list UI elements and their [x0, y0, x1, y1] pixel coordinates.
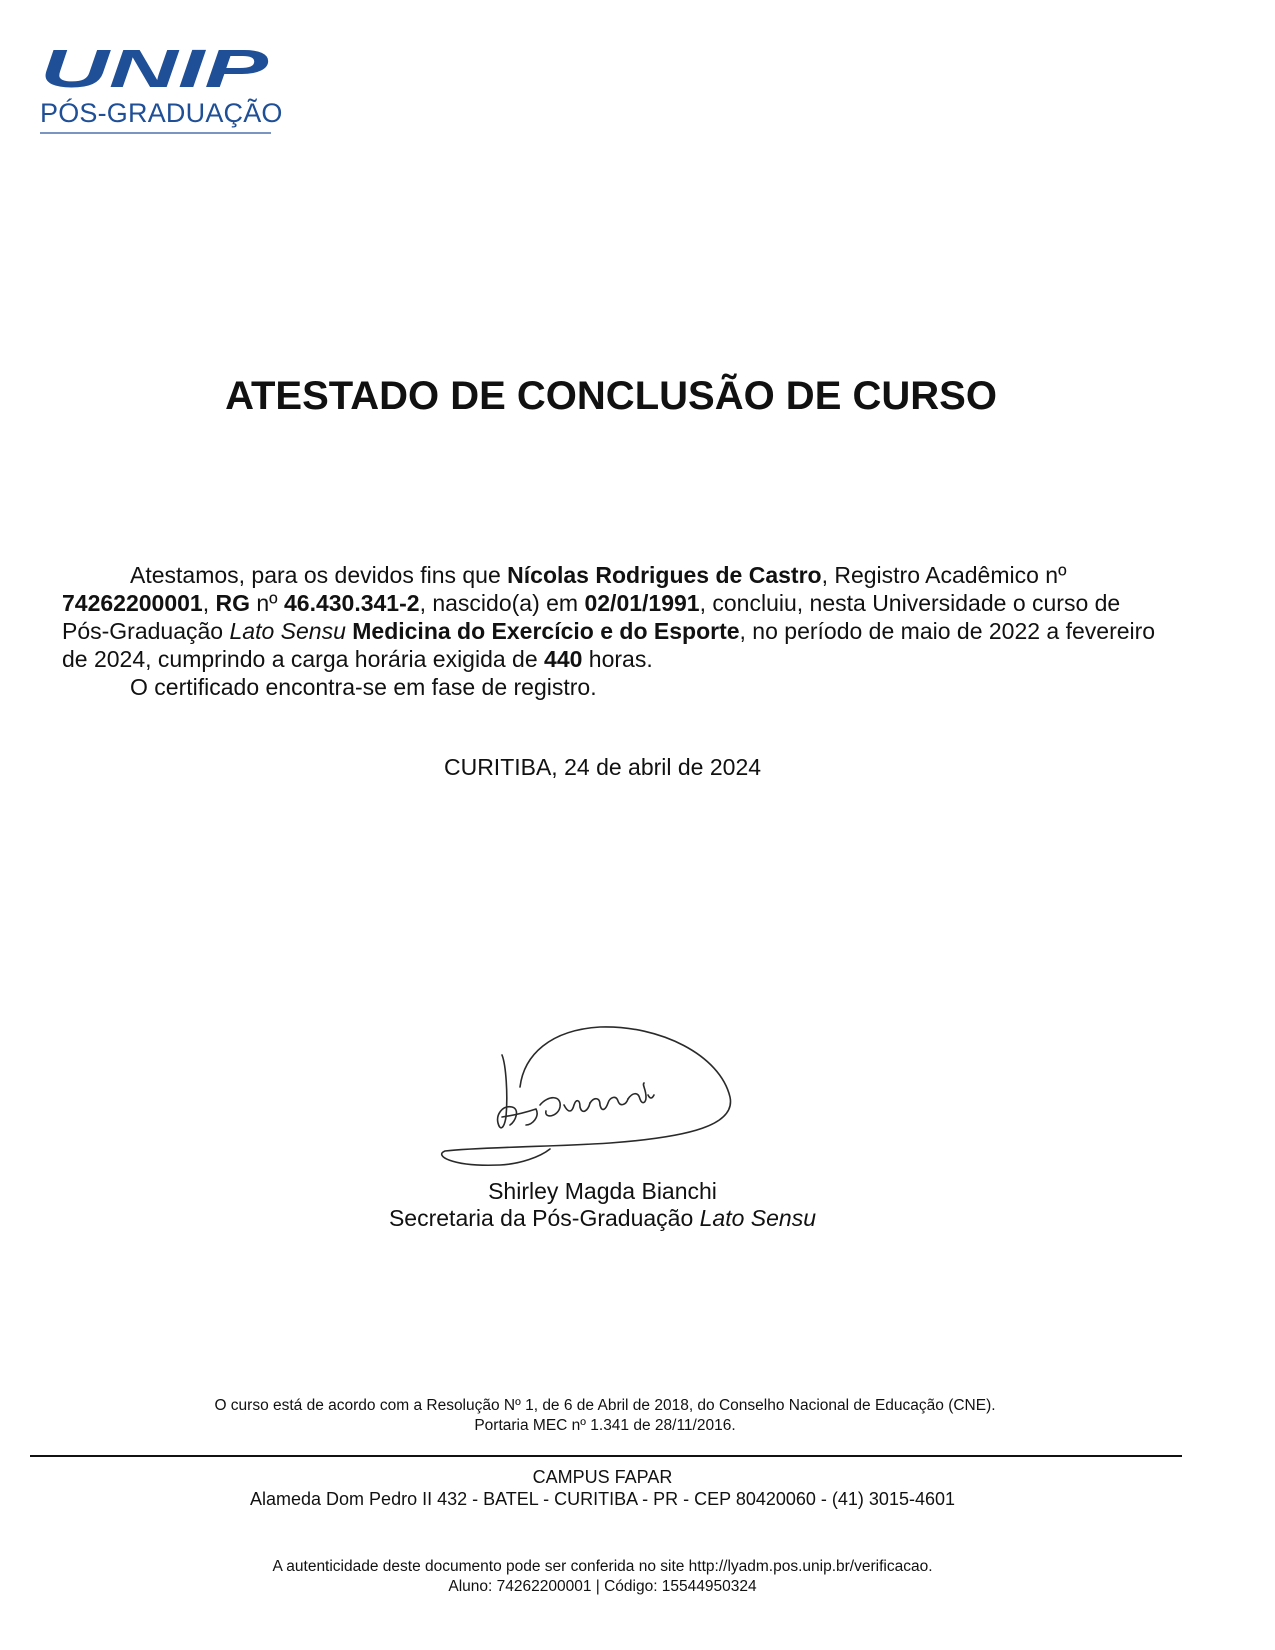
course-name: Medicina do Exercício e do Esporte [352, 618, 740, 644]
document-title: ATESTADO DE CONCLUSÃO DE CURSO [225, 374, 997, 418]
student-code-line: Aluno: 74262200001 | Código: 15544950324 [448, 1578, 757, 1595]
role-prefix: Secretaria da Pós-Graduação [388, 1205, 700, 1231]
legal-portaria: Portaria MEC nº 1.341 de 28/11/2016. [474, 1417, 736, 1434]
unip-logo [40, 44, 283, 140]
authenticity-url-line: A autenticidade deste documento pode ser conferida no site http://lyadm.pos.unip.br/verificacao. [272, 1558, 933, 1575]
hours-value: 440 [544, 646, 583, 672]
place-date: CURITIBA, 24 de abril de 2024 [443, 754, 762, 780]
role-italic: Lato Sensu [699, 1205, 817, 1231]
intro-text: Atestamos, para os devidos fins que [130, 562, 508, 588]
born-label: , nascido(a) em [419, 590, 585, 616]
hours-unit: horas. [582, 646, 653, 672]
handwritten-signature [440, 1025, 770, 1195]
registration-note: O certificado encontra-se em fase de registro. [130, 674, 597, 700]
legal-resolution: O curso está de acordo com a Resolução Nº 1, de 6 de Abril de 2018, do Conselho Nacional de Educação (CNE). [214, 1397, 996, 1414]
lato-sensu-text: Lato Sensu [229, 618, 346, 644]
attestation-body [62, 561, 1167, 701]
birth-date: 02/01/1991 [584, 590, 700, 616]
period-text: , no período de maio de 2022 a fevereiro de 2024, cumprindo a carga horária exigida de [62, 618, 1156, 672]
concluded-text: , concluiu, nesta Universidade o curso de Pós-Graduação [62, 590, 1121, 644]
logo-subtitle: PÓS-GRADUAÇÃO [40, 98, 283, 128]
rg-number: 46.430.341-2 [283, 590, 420, 616]
rg-no-label: nº [250, 590, 284, 616]
student-name: Nícolas Rodrigues de Castro [507, 562, 822, 588]
rg-label: RG [215, 590, 250, 616]
signer-name: Shirley Magda Bianchi [488, 1178, 717, 1204]
legal-notice [0, 1396, 1210, 1436]
campus-info [0, 1466, 1205, 1510]
unip-logo-mark [40, 44, 272, 94]
ra-number: 74262200001 [62, 590, 203, 616]
authenticity-notice [0, 1557, 1205, 1597]
ra-label: , Registro Acadêmico nº [821, 562, 1067, 588]
campus-address: Alameda Dom Pedro II 432 - BATEL - CURITIBA - PR - CEP 80420060 - (41) 3015-4601 [250, 1489, 955, 1509]
attestation-paragraph [62, 561, 1167, 673]
footer-divider [30, 1455, 1182, 1457]
logo-underline [40, 132, 271, 134]
campus-name: CAMPUS FAPAR [532, 1467, 673, 1487]
signer-role [0, 1207, 1205, 1230]
logo-text: UNIP [40, 44, 270, 94]
separator: , [202, 590, 216, 616]
